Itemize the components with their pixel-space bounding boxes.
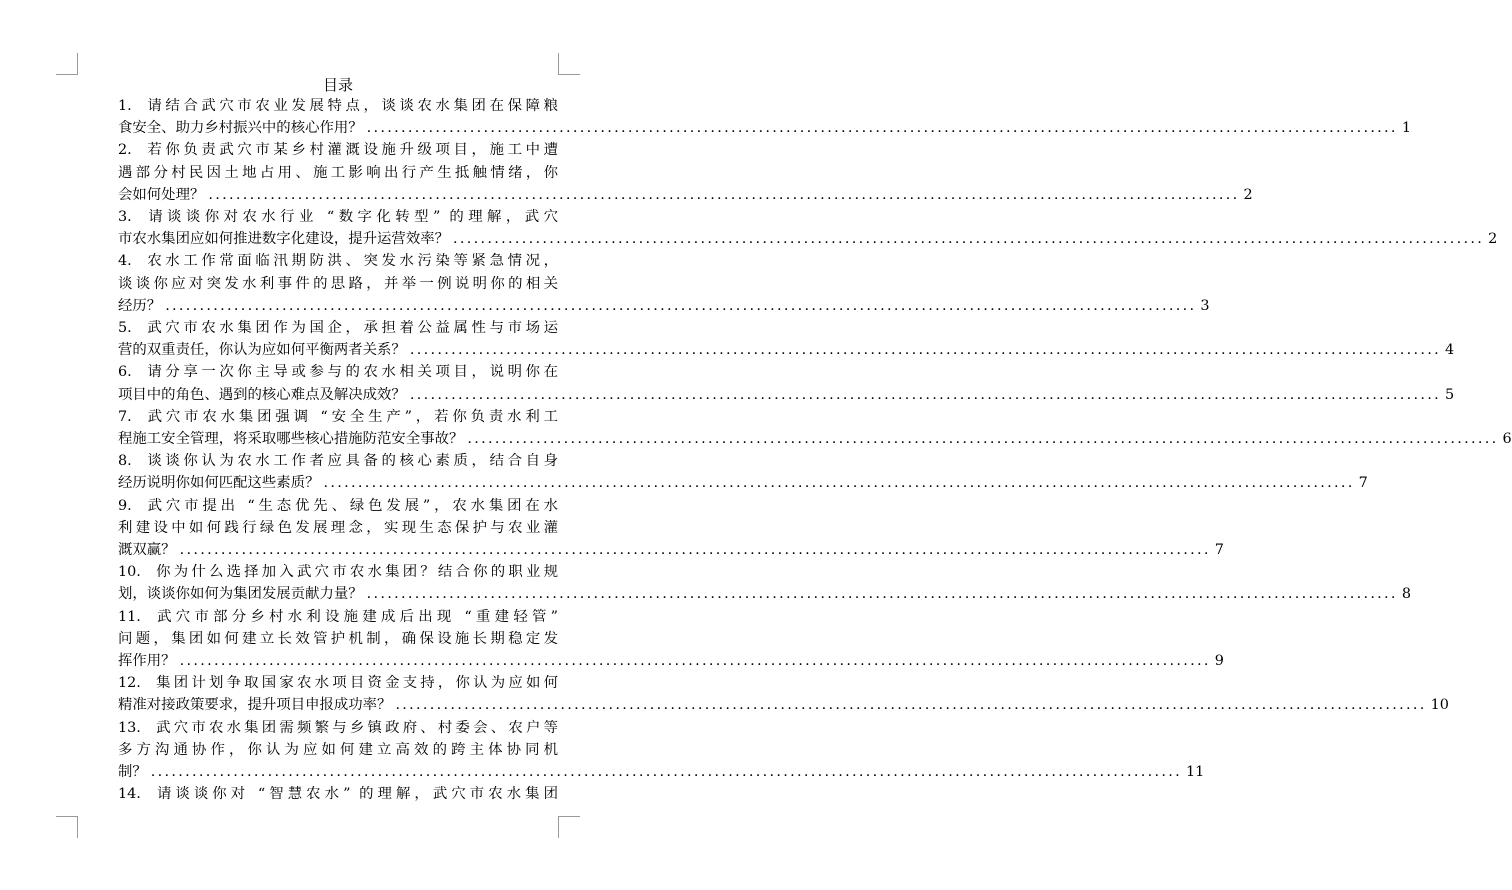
toc-entry-line xyxy=(118,783,558,805)
toc-entry-last-line xyxy=(118,295,1210,317)
toc-page-number: 9 xyxy=(1214,653,1224,670)
toc-entry-text: 请谈谈你对 “智慧农水” 的理解，武穴市农水集团 xyxy=(152,786,558,803)
crop-mark xyxy=(77,53,78,75)
toc-entry-line xyxy=(118,606,558,628)
toc-entry-text: 请结合武穴市农业发展特点，谈谈农水集团在保障粮 xyxy=(143,98,558,114)
toc-entry-line xyxy=(118,450,558,472)
toc-entry-number: 6. xyxy=(118,364,132,381)
toc-entry-number: 10. xyxy=(118,564,141,581)
crop-mark xyxy=(558,816,559,838)
crop-mark xyxy=(77,816,78,838)
toc-entry-last-line xyxy=(118,117,1411,139)
toc-entry-text: 集团计划争取国家农水项目资金支持，你认为应如何 xyxy=(152,675,558,692)
toc-entry-text: 食安全、助力乡村振兴中的核心作用？ xyxy=(118,120,363,137)
toc-page-number: 11 xyxy=(1185,764,1205,781)
toc-entry-text: 农水工作常面临汛期防洪、突发水污染等紧急情况， xyxy=(143,253,558,270)
toc-entry-line xyxy=(118,273,558,295)
toc-page-number: 8 xyxy=(1401,586,1411,603)
toc-entry-last-line xyxy=(118,384,1455,406)
toc-entry[interactable] xyxy=(118,250,1210,317)
toc-page-number: 2 xyxy=(1243,186,1253,203)
toc-entry-text: 溉双赢？ xyxy=(118,542,176,559)
toc-page-number: 3 xyxy=(1200,297,1210,314)
toc-entry-number: 8. xyxy=(118,453,132,470)
toc-entry-last-line xyxy=(118,472,1368,494)
toc-entry-last-line xyxy=(118,761,1205,783)
toc-entry-text: 武穴市农水集团需频繁与乡镇政府、村委会、农户等 xyxy=(152,719,558,736)
toc-entry-last-line xyxy=(118,583,1411,605)
crop-mark xyxy=(558,53,559,75)
toc-entry-line xyxy=(118,672,558,694)
toc-entry-line xyxy=(118,495,558,517)
toc-entry-text: 市农水集团应如何推进数字化建设，提升运营效率？ xyxy=(118,231,449,248)
toc-leader-dots: ...................................................................................................................................................... xyxy=(323,475,1355,492)
toc-entry-text: 若你负责武穴市某乡村灌溉设施升级项目，施工中遭 xyxy=(143,142,558,159)
toc-entry-line xyxy=(118,162,558,184)
crop-mark xyxy=(56,74,78,75)
toc-entry-text: 会如何处理？ xyxy=(118,186,205,203)
toc-entry-last-line xyxy=(118,650,1224,672)
toc-entry-last-line xyxy=(118,428,1512,450)
toc-entry-last-line xyxy=(118,228,1498,250)
toc-leader-dots: ...................................................................................................................................................... xyxy=(150,764,1182,781)
toc-entry[interactable] xyxy=(118,317,1455,361)
toc-entry-last-line xyxy=(118,694,1449,716)
toc-leader-dots: ...................................................................................................................................................... xyxy=(165,297,1197,314)
toc-entry-text: 划，谈谈你如何为集团发展贡献力量？ xyxy=(118,586,363,603)
toc-entry[interactable] xyxy=(118,95,1411,139)
toc-entry-number: 14. xyxy=(118,786,141,803)
toc-page-number: 6 xyxy=(1502,431,1512,448)
toc-entry-number: 3. xyxy=(118,209,132,226)
toc-leader-dots: ...................................................................................................................................................... xyxy=(395,697,1427,714)
toc-leader-dots: ...................................................................................................................................................... xyxy=(409,386,1441,403)
toc-entry[interactable] xyxy=(118,361,1455,405)
toc-entry[interactable] xyxy=(118,717,1205,784)
toc-entry-text: 制？ xyxy=(118,764,147,781)
toc-entry-text: 利建设中如何践行绿色发展理念，实现生态保护与农业灌 xyxy=(118,519,558,536)
toc-entry-number: 7. xyxy=(118,408,132,425)
toc-entry-text: 谈谈你认为农水工作者应具备的核心素质，结合自身 xyxy=(143,453,558,470)
toc-entry-text: 武穴市农水集团作为国企，承担着公益属性与市场运 xyxy=(143,320,558,337)
toc-leader-dots: ...................................................................................................................................................... xyxy=(366,586,1398,603)
toc-entry-text: 精准对接政策要求，提升项目申报成功率？ xyxy=(118,697,392,714)
toc-entry-line xyxy=(118,561,558,583)
toc-entry-text: 遇部分村民因土地占用、施工影响出行产生抵触情绪，你 xyxy=(118,164,558,181)
toc-entry-line xyxy=(118,739,558,761)
toc-entry-line xyxy=(118,139,558,161)
toc-page-number: 7 xyxy=(1358,475,1368,492)
toc-entry-line xyxy=(118,95,558,117)
toc-entry-number: 13. xyxy=(118,719,141,736)
toc-leader-dots: ...................................................................................................................................................... xyxy=(409,342,1441,359)
toc-list xyxy=(118,95,1512,806)
toc-entry[interactable] xyxy=(118,606,1224,673)
toc-entry-text: 多方沟通协作，你认为应如何建立高效的跨主体协同机 xyxy=(118,741,558,758)
toc-entry-number: 1. xyxy=(118,98,132,114)
toc-entry-last-line xyxy=(118,539,1224,561)
toc-entry-last-line xyxy=(118,339,1455,361)
toc-entry[interactable] xyxy=(118,206,1498,250)
toc-entry[interactable] xyxy=(118,672,1449,716)
toc-leader-dots: ...................................................................................................................................................... xyxy=(467,431,1499,448)
toc-entry-line xyxy=(118,250,558,272)
toc-entry-text: 武穴市部分乡村水利设施建成后出现 “重建轻管” xyxy=(152,608,558,625)
toc-leader-dots: ...................................................................................................................................................... xyxy=(179,542,1211,559)
toc-entry-text: 营的双重责任，你认为应如何平衡两者关系？ xyxy=(118,342,406,359)
toc-entry-line xyxy=(118,317,558,339)
toc-entry-line xyxy=(118,406,558,428)
toc-entry[interactable] xyxy=(118,406,1512,450)
crop-mark xyxy=(558,816,580,817)
toc-entry-last-line xyxy=(118,184,1253,206)
toc-entry-line xyxy=(118,206,558,228)
toc-entry-text: 武穴市农水集团强调 “安全生产”，若你负责水利工 xyxy=(143,408,558,425)
toc-entry-text: 程施工安全管理，将采取哪些核心措施防范安全事故？ xyxy=(118,431,464,448)
toc-entry-text: 挥作用？ xyxy=(118,653,176,670)
crop-mark xyxy=(56,816,78,817)
toc-page-number: 4 xyxy=(1444,342,1455,359)
toc-entry-number: 9. xyxy=(118,497,132,514)
toc-entry-text: 经历？ xyxy=(118,297,162,314)
toc-entry-line xyxy=(118,717,558,739)
toc-page-number: 10 xyxy=(1430,697,1449,714)
toc-leader-dots: ...................................................................................................................................................... xyxy=(366,120,1398,137)
toc-entry-number: 5. xyxy=(118,320,132,337)
toc-entry-line xyxy=(118,361,558,383)
toc-entry-line xyxy=(118,628,558,650)
toc-page-number: 1 xyxy=(1401,120,1411,137)
toc-entry[interactable] xyxy=(118,783,558,805)
toc-page-number: 7 xyxy=(1214,542,1224,559)
toc-entry-number: 2. xyxy=(118,142,132,159)
toc-entry-number: 12. xyxy=(118,675,141,692)
toc-entry[interactable] xyxy=(118,139,1253,206)
toc-entry-text: 请谈谈你对农水行业 “数字化转型” 的理解，武穴 xyxy=(143,209,558,226)
toc-entry-number: 11. xyxy=(118,608,141,625)
toc-entry-text: 经历说明你如何匹配这些素质？ xyxy=(118,475,320,492)
toc-leader-dots: ...................................................................................................................................................... xyxy=(179,653,1211,670)
toc-page-number: 5 xyxy=(1444,386,1455,403)
toc-title: 目录 xyxy=(322,76,353,94)
toc-page-number: 2 xyxy=(1488,231,1498,248)
toc-entry-text: 谈谈你应对突发水利事件的思路，并举一例说明你的相关 xyxy=(118,275,558,292)
toc-entry[interactable] xyxy=(118,450,1368,494)
toc-leader-dots: ...................................................................................................................................................... xyxy=(453,231,1485,248)
toc-content xyxy=(118,76,1512,806)
crop-mark xyxy=(558,74,580,75)
toc-entry-text: 请分享一次你主导或参与的农水相关项目，说明你在 xyxy=(143,364,558,381)
toc-entry-text: 项目中的角色、遇到的核心难点及解决成效？ xyxy=(118,386,406,403)
toc-entry-text: 问题，集团如何建立长效管护机制，确保设施长期稳定发 xyxy=(118,630,558,647)
toc-entry-line xyxy=(118,517,558,539)
toc-entry-text: 你为什么选择加入武穴市农水集团？结合你的职业规 xyxy=(152,564,558,581)
toc-entry[interactable] xyxy=(118,495,1224,562)
toc-entry-number: 4. xyxy=(118,253,132,270)
toc-leader-dots: ...................................................................................................................................................... xyxy=(208,186,1240,203)
toc-entry[interactable] xyxy=(118,561,1411,605)
toc-entry-text: 武穴市提出 “生态优先、绿色发展”，农水集团在水 xyxy=(143,497,558,514)
